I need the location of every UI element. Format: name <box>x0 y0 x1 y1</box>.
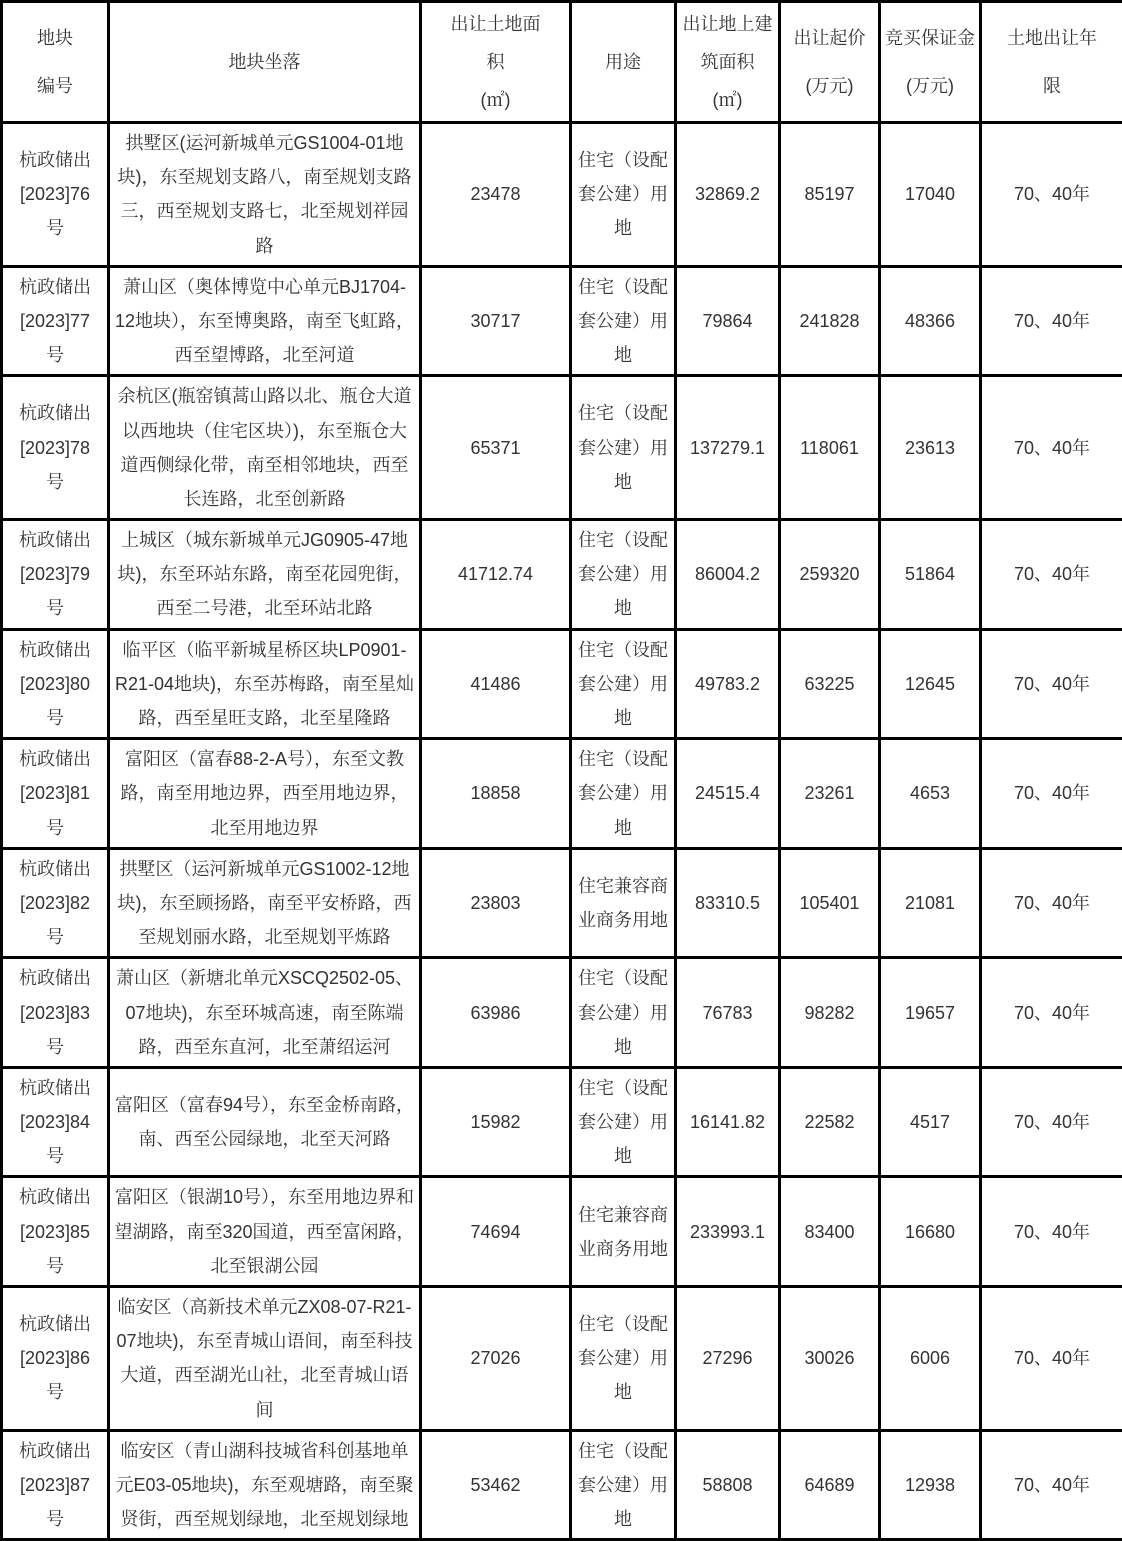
table-row <box>2 1430 1122 1540</box>
cell-plot-location: 富阳区（富春94号），东至金桥南路，南、西至公园绿地，北至天河路 <box>109 1067 421 1177</box>
cell-land-area: 23478 <box>421 123 571 267</box>
cell-plot-location: 上城区（城东新城单元JG0905-47地块)，东至环站东路，南至花园兜街，西至二号港，北至环站北路 <box>109 520 421 630</box>
header-line: 出让土地面 <box>426 5 565 43</box>
table-row <box>2 1067 1122 1177</box>
header-plot-location <box>109 2 421 123</box>
header-line: 筑面积 <box>681 43 774 81</box>
cell-deposit: 21081 <box>880 848 981 958</box>
header-line: 出让地上建 <box>681 5 774 43</box>
header-plot-number <box>2 2 109 123</box>
cell-lease-term: 70、40年 <box>981 376 1122 520</box>
header-line: (㎡) <box>426 81 565 119</box>
cell-lease-term: 70、40年 <box>981 848 1122 958</box>
cell-usage: 住宅（设配套公建）用地 <box>571 520 676 630</box>
cell-starting-price: 98282 <box>780 958 880 1068</box>
table-row <box>2 123 1122 267</box>
cell-starting-price: 105401 <box>780 848 880 958</box>
table-row <box>2 376 1122 520</box>
cell-starting-price: 259320 <box>780 520 880 630</box>
cell-lease-term: 70、40年 <box>981 739 1122 849</box>
header-line: 积 <box>426 43 565 81</box>
header-line: 限 <box>986 67 1118 105</box>
cell-building-area: 83310.5 <box>676 848 780 958</box>
cell-plot-number: 杭政储出[2023]85号 <box>2 1177 109 1287</box>
header-land-area <box>421 2 571 123</box>
cell-building-area: 49783.2 <box>676 629 780 739</box>
table-header-row <box>2 2 1122 123</box>
cell-plot-number: 杭政储出[2023]82号 <box>2 848 109 958</box>
cell-building-area: 32869.2 <box>676 123 780 267</box>
cell-land-area: 15982 <box>421 1067 571 1177</box>
header-line: (万元) <box>785 67 874 105</box>
header-line: (万元) <box>885 67 975 105</box>
cell-plot-number: 杭政储出[2023]80号 <box>2 629 109 739</box>
cell-plot-number: 杭政储出[2023]79号 <box>2 520 109 630</box>
cell-building-area: 137279.1 <box>676 376 780 520</box>
table-row <box>2 848 1122 958</box>
header-deposit <box>880 2 981 123</box>
cell-plot-location: 萧山区（奥体博览中心单元BJ1704-12地块），东至博奥路，南至飞虹路，西至望博路，北至河道 <box>109 266 421 376</box>
cell-lease-term: 70、40年 <box>981 520 1122 630</box>
cell-deposit: 17040 <box>880 123 981 267</box>
cell-deposit: 16680 <box>880 1177 981 1287</box>
cell-usage: 住宅（设配套公建）用地 <box>571 1067 676 1177</box>
cell-lease-term: 70、40年 <box>981 1287 1122 1431</box>
cell-plot-location: 萧山区（新塘北单元XSCQ2502-05、07地块)，东至环城高速，南至陈端路，西至东直河，北至萧绍运河 <box>109 958 421 1068</box>
cell-usage: 住宅（设配套公建）用地 <box>571 739 676 849</box>
cell-usage: 住宅兼容商业商务用地 <box>571 1177 676 1287</box>
header-usage <box>571 2 676 123</box>
cell-usage: 住宅（设配套公建）用地 <box>571 629 676 739</box>
header-line: 地块 <box>7 19 103 57</box>
cell-plot-location: 临安区（青山湖科技城省科创基地单元E03-05地块)，东至观塘路，南至聚贤街，西至规划绿地，北至规划绿地 <box>109 1430 421 1540</box>
cell-plot-location: 拱墅区（运河新城单元GS1002-12地块)，东至顾扬路，南至平安桥路，西至规划丽水路，北至规划平炼路 <box>109 848 421 958</box>
cell-usage: 住宅（设配套公建）用地 <box>571 266 676 376</box>
cell-starting-price: 85197 <box>780 123 880 267</box>
cell-plot-number: 杭政储出[2023]76号 <box>2 123 109 267</box>
cell-plot-location: 富阳区（银湖10号），东至用地边界和望湖路，南至320国道，西至富闲路，北至银湖公园 <box>109 1177 421 1287</box>
cell-plot-location: 富阳区（富春88-2-A号），东至文教路，南至用地边界，西至用地边界，北至用地边界 <box>109 739 421 849</box>
cell-land-area: 18858 <box>421 739 571 849</box>
cell-land-area: 65371 <box>421 376 571 520</box>
cell-starting-price: 30026 <box>780 1287 880 1431</box>
cell-deposit: 48366 <box>880 266 981 376</box>
cell-plot-number: 杭政储出[2023]86号 <box>2 1287 109 1431</box>
header-building-area <box>676 2 780 123</box>
cell-building-area: 233993.1 <box>676 1177 780 1287</box>
cell-land-area: 41486 <box>421 629 571 739</box>
table-row <box>2 1287 1122 1431</box>
cell-deposit: 4653 <box>880 739 981 849</box>
cell-land-area: 41712.74 <box>421 520 571 630</box>
table-row <box>2 958 1122 1068</box>
cell-deposit: 12645 <box>880 629 981 739</box>
cell-land-area: 27026 <box>421 1287 571 1431</box>
cell-plot-number: 杭政储出[2023]84号 <box>2 1067 109 1177</box>
header-lease-term <box>981 2 1122 123</box>
cell-lease-term: 70、40年 <box>981 1430 1122 1540</box>
cell-land-area: 63986 <box>421 958 571 1068</box>
header-line: 出让起价 <box>785 19 874 57</box>
cell-plot-number: 杭政储出[2023]87号 <box>2 1430 109 1540</box>
cell-building-area: 76783 <box>676 958 780 1068</box>
header-starting-price <box>780 2 880 123</box>
cell-lease-term: 70、40年 <box>981 629 1122 739</box>
cell-building-area: 16141.82 <box>676 1067 780 1177</box>
table-row <box>2 629 1122 739</box>
cell-lease-term: 70、40年 <box>981 1067 1122 1177</box>
header-line: 地块坐落 <box>114 43 415 81</box>
cell-usage: 住宅（设配套公建）用地 <box>571 1287 676 1431</box>
cell-deposit: 6006 <box>880 1287 981 1431</box>
header-line: 土地出让年 <box>986 19 1118 57</box>
table-row <box>2 520 1122 630</box>
table-row <box>2 266 1122 376</box>
cell-usage: 住宅（设配套公建）用地 <box>571 376 676 520</box>
cell-plot-location: 拱墅区(运河新城单元GS1004-01地块)，东至规划支路八，南至规划支路三，西至规划支路七，北至规划祥园路 <box>109 123 421 267</box>
cell-land-area: 23803 <box>421 848 571 958</box>
table-row <box>2 739 1122 849</box>
cell-lease-term: 70、40年 <box>981 123 1122 267</box>
cell-land-area: 30717 <box>421 266 571 376</box>
cell-deposit: 51864 <box>880 520 981 630</box>
cell-land-area: 53462 <box>421 1430 571 1540</box>
cell-plot-location: 余杭区(瓶窑镇蒿山路以北、瓶仓大道以西地块（住宅区块）)，东至瓶仓大道西侧绿化带，南至相邻地块，西至长连路，北至创新路 <box>109 376 421 520</box>
cell-building-area: 86004.2 <box>676 520 780 630</box>
cell-plot-number: 杭政储出[2023]83号 <box>2 958 109 1068</box>
cell-usage: 住宅（设配套公建）用地 <box>571 958 676 1068</box>
header-line: 编号 <box>7 67 103 105</box>
cell-starting-price: 241828 <box>780 266 880 376</box>
header-line: 用途 <box>576 43 670 81</box>
header-line: (㎡) <box>681 81 774 119</box>
cell-plot-number: 杭政储出[2023]78号 <box>2 376 109 520</box>
cell-lease-term: 70、40年 <box>981 1177 1122 1287</box>
cell-usage: 住宅兼容商业商务用地 <box>571 848 676 958</box>
cell-starting-price: 64689 <box>780 1430 880 1540</box>
table-row <box>2 1177 1122 1287</box>
cell-usage: 住宅（设配套公建）用地 <box>571 1430 676 1540</box>
cell-starting-price: 83400 <box>780 1177 880 1287</box>
cell-deposit: 12938 <box>880 1430 981 1540</box>
cell-deposit: 23613 <box>880 376 981 520</box>
cell-plot-location: 临安区（高新技术单元ZX08-07-R21-07地块)，东至青城山语间，南至科技大道，西至湖光山社，北至青城山语间 <box>109 1287 421 1431</box>
cell-usage: 住宅（设配套公建）用地 <box>571 123 676 267</box>
cell-deposit: 19657 <box>880 958 981 1068</box>
header-line: 竞买保证金 <box>885 19 975 57</box>
cell-starting-price: 63225 <box>780 629 880 739</box>
cell-plot-number: 杭政储出[2023]81号 <box>2 739 109 849</box>
cell-building-area: 24515.4 <box>676 739 780 849</box>
cell-land-area: 74694 <box>421 1177 571 1287</box>
cell-starting-price: 23261 <box>780 739 880 849</box>
cell-lease-term: 70、40年 <box>981 958 1122 1068</box>
cell-building-area: 58808 <box>676 1430 780 1540</box>
cell-deposit: 4517 <box>880 1067 981 1177</box>
cell-starting-price: 118061 <box>780 376 880 520</box>
cell-building-area: 79864 <box>676 266 780 376</box>
cell-plot-location: 临平区（临平新城星桥区块LP0901-R21-04地块)，东至苏梅路，南至星灿路，西至星旺支路，北至星隆路 <box>109 629 421 739</box>
cell-plot-number: 杭政储出[2023]77号 <box>2 266 109 376</box>
cell-building-area: 27296 <box>676 1287 780 1431</box>
cell-starting-price: 22582 <box>780 1067 880 1177</box>
cell-lease-term: 70、40年 <box>981 266 1122 376</box>
